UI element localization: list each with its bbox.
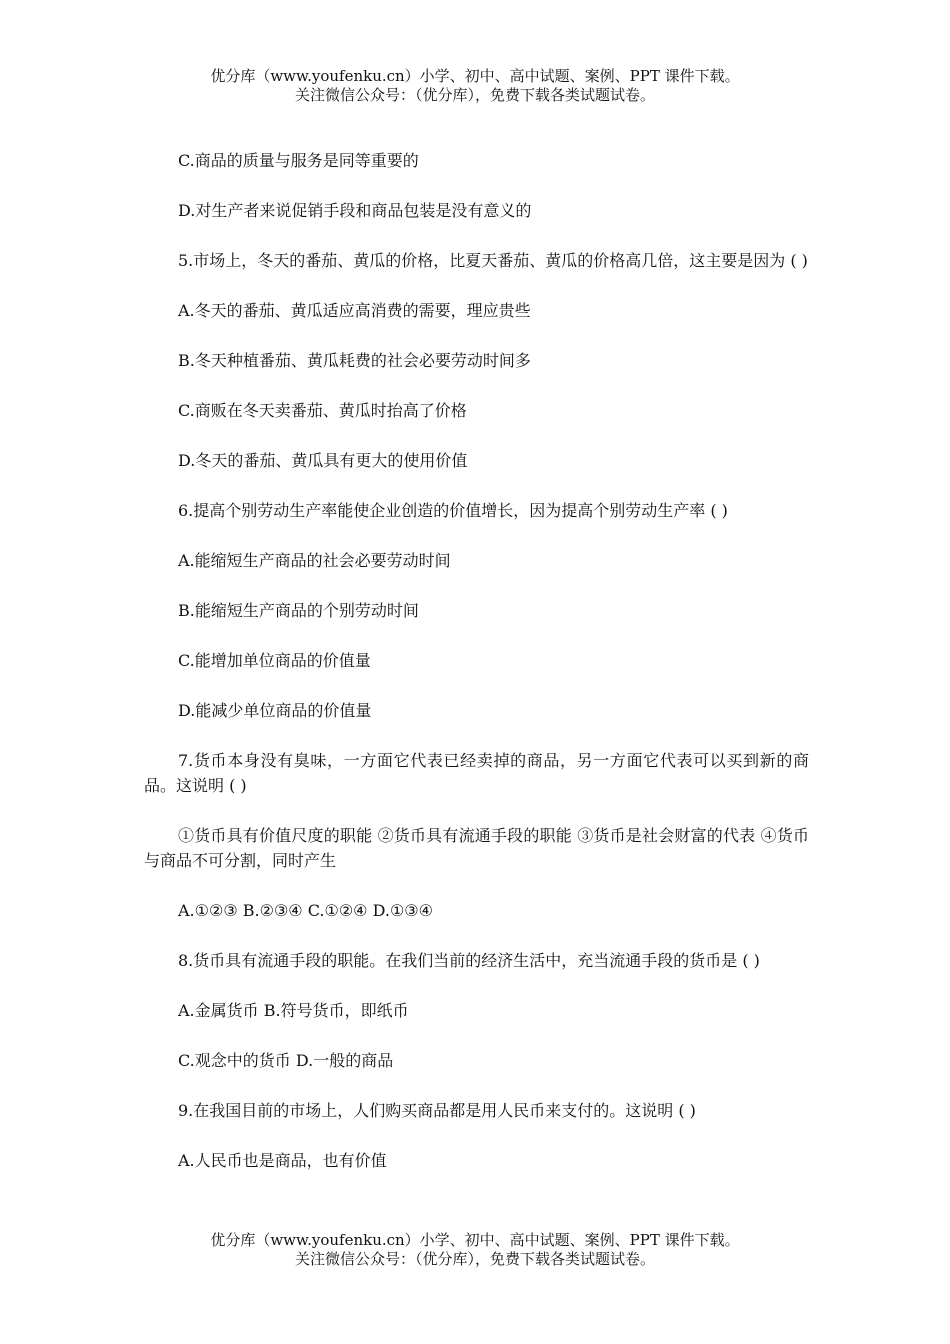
option-6b: B.能缩短生产商品的个别劳动时间 — [178, 601, 419, 620]
question-7-statements: ①货币具有价值尺度的职能 ②货币具有流通手段的职能 ③货币是社会财富的代表 ④货币与商品不可分割，同时产生 — [144, 826, 809, 870]
page-footer — [0, 1231, 950, 1269]
page-header — [0, 67, 950, 105]
option-8cd: C.观念中的货币 D.一般的商品 — [178, 1051, 394, 1070]
option-6a: A.能缩短生产商品的社会必要劳动时间 — [178, 551, 451, 570]
option-4d: D.对生产者来说促销手段和商品包装是没有意义的 — [178, 201, 532, 220]
option-5a: A.冬天的番茄、黄瓜适应高消费的需要，理应贵些 — [178, 301, 531, 320]
question-6: 6.提高个别劳动生产率能使企业创造的价值增长，因为提高个别劳动生产率 ( ) — [178, 501, 728, 520]
header-line-2: 关注微信公众号：（优分库），免费下载各类试题试卷。 — [294, 86, 655, 104]
option-9a: A.人民币也是商品，也有价值 — [178, 1151, 387, 1170]
option-5b: B.冬天种植番茄、黄瓜耗费的社会必要劳动时间多 — [178, 351, 531, 370]
footer-line-2: 关注微信公众号：（优分库），免费下载各类试题试卷。 — [294, 1250, 655, 1268]
option-5d: D.冬天的番茄、黄瓜具有更大的使用价值 — [178, 451, 468, 470]
question-5: 5.市场上，冬天的番茄、黄瓜的价格，比夏天番茄、黄瓜的价格高几倍，这主要是因为 ( ) — [178, 251, 808, 270]
question-7: 7.货币本身没有臭味，一方面它代表已经卖掉的商品，另一方面它代表可以买到新的商品。这说明 ( ) — [144, 751, 809, 795]
question-9: 9.在我国目前的市场上，人们购买商品都是用人民币来支付的。这说明 ( ) — [178, 1101, 696, 1120]
option-5c: C.商贩在冬天卖番茄、黄瓜时抬高了价格 — [178, 401, 467, 420]
question-7-options: A.①②③ B.②③④ C.①②④ D.①③④ — [178, 901, 433, 920]
header-line-1: 优分库（www.youfenku.cn）小学、初中、高中试题、案例、PPT 课件下载。 — [210, 67, 740, 85]
option-4c: C.商品的质量与服务是同等重要的 — [178, 151, 419, 170]
option-6c: C.能增加单位商品的价值量 — [178, 651, 371, 670]
document-body — [144, 148, 809, 1198]
option-8ab: A.金属货币 B.符号货币，即纸币 — [178, 1001, 409, 1020]
question-8: 8.货币具有流通手段的职能。在我们当前的经济生活中，充当流通手段的货币是 ( ) — [178, 951, 760, 970]
option-6d: D.能减少单位商品的价值量 — [178, 701, 372, 720]
footer-line-1: 优分库（www.youfenku.cn）小学、初中、高中试题、案例、PPT 课件下载。 — [210, 1231, 740, 1249]
